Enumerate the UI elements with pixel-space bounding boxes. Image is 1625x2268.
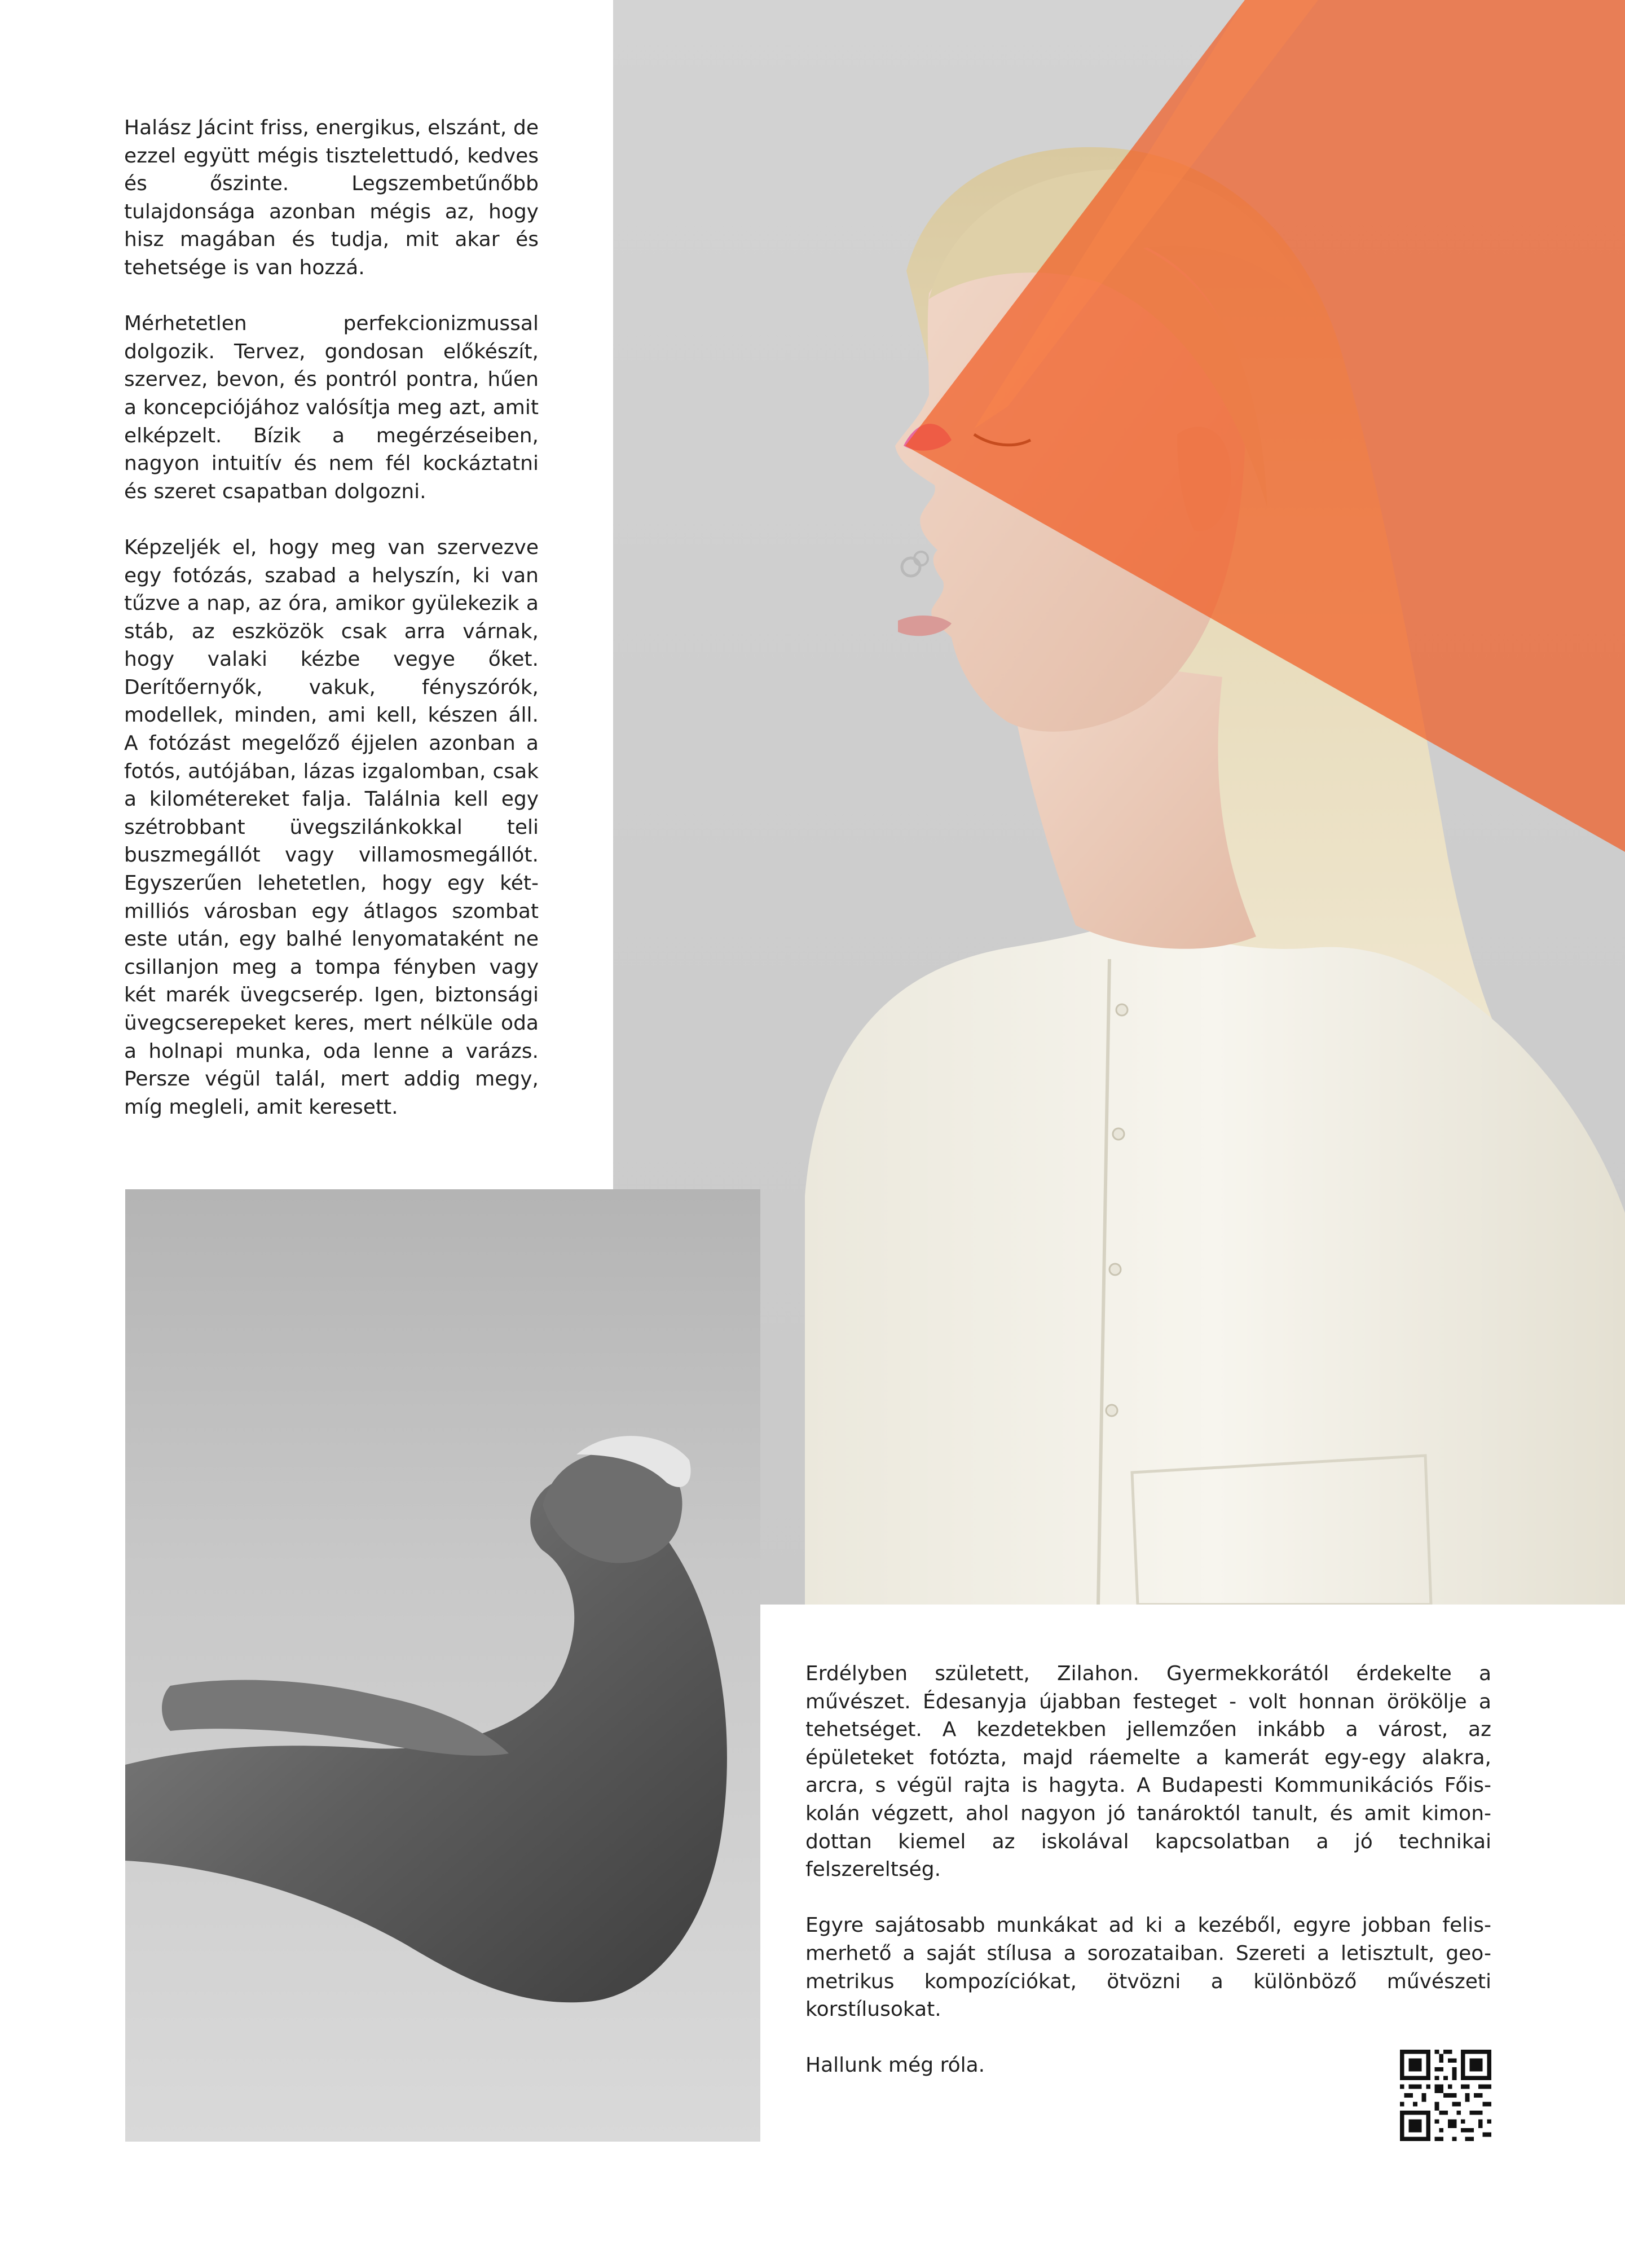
- qr-code[interactable]: [1400, 2050, 1491, 2141]
- bw-figure-photo: [125, 1189, 760, 2142]
- shirt-button: [1106, 1405, 1117, 1416]
- paragraph: Képzeljék el, hogy meg van szervezve egy fotózás, szabad a helyszín, ki van tűzve a nap, az óra, amikor gyülekezik a stáb, az eszközök csak arra várnak, hogy valaki kézbe vegye őket. Derítőernyők, vakuk, fényszórók, modellek, minden, ami kell, készen áll. A fotózást megelőző éjjelen azonban a fotós, autójában, lázas izgalomban, csak a kilométereket falja. Találnia kell egy szétrobbant üvegszilánkokkal teli buszmegállót vagy villamosmegállót. Egyszerűen lehetetlen, hogy egy két-milliós városban egy átlagos szombat este után, egy balhé lenyomataként ne csillanjon meg a tompa fényben vagy két marék üvegcserép. Igen, biztonsági üvegcserepeket keres, mert nélküle oda a holnapi munka, oda lenne a varázs. Persze végül talál, mert addig megy, míg megleli, amit keresett.: [124, 535, 539, 1119]
- paragraph: Mérhetetlen perfekcionizmussal dolgozik. Tervez, gondosan előkészít, szervez, bevon, és pontról pontra, hűen a koncepciójához valósítja meg azt, amit elképzelt. Bízik a megérzéseiben, nagyon intuitív és nem fél kockáztatni és szeret csapatban dolgozni.: [124, 312, 539, 503]
- paragraph: Halász Jácint friss, energikus, elszánt, de ezzel együtt mégis tisztelettudó, kedves és őszinte. Legszembetűnőbb tulajdonsága azonban mégis az, hogy hisz magában és tudja, mit akar és tehetsége is van hozzá.: [124, 116, 539, 279]
- shirt-shape: [805, 914, 1625, 1605]
- paragraph: Erdélyben született, Zilahon. Gyermekkorától érdekelte a művészet. Édesanyja újabban festeget - volt honnan örökölje a tehetséget. A kezdetekben jellemzően inkább a várost, az épületeket fotózta, majd ráemelte a kamerát egy-egy alakra, arcra, s végül rajta is hagyta. A Budapesti Kommunikációs Főis-kolán végzett, ahol nagyon jó tanároktól tanult, és amit kimon-dottan kiemel az iskolával kapcsolatban a jó technikai felszereltség.: [805, 1662, 1491, 1882]
- paragraph: Egyre sajátosabb munkákat ad ki a kezéből, egyre jobban felis-merhető a saját stílusa a sorozataiban. Szereti a letisztult, geo-metrikus kompozíciókat, ötvözni a különböző művészeti korstílusokat.: [805, 1914, 1491, 2021]
- closing-line: Hallunk még róla.: [805, 2054, 985, 2077]
- nose-ring: [902, 558, 920, 576]
- portrait-photo: [613, 0, 1625, 1605]
- shirt-button: [1113, 1128, 1124, 1140]
- shirt-button: [1109, 1264, 1121, 1275]
- left-text-column: [124, 114, 539, 1121]
- right-text-column: [805, 1660, 1491, 2080]
- shirt-button: [1116, 1004, 1128, 1016]
